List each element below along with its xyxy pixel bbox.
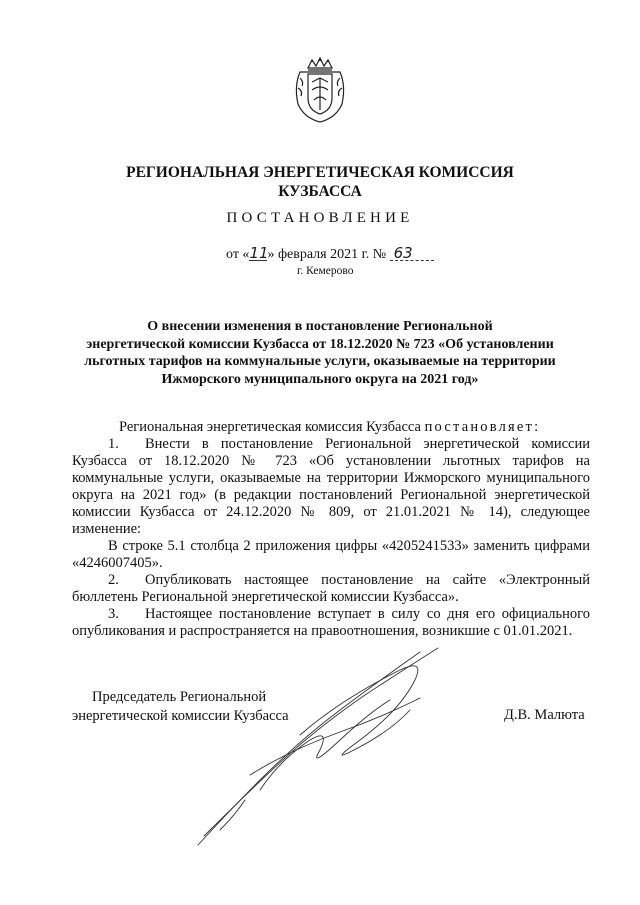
organization-line-2: КУЗБАССА [278, 183, 362, 200]
subject-line-2: энергетической комиссии Кузбасса от 18.12.2020 № 723 «Об установлении [86, 336, 554, 352]
item-2 [72, 572, 590, 606]
position-line-1: Председатель Региональной [92, 689, 267, 705]
date-line [226, 244, 434, 263]
intro-decree-word: постановляет: [424, 419, 541, 435]
item-3-text: Настоящее постановление вступает в силу со дня его официального опубликования и распространяется на правоотношения, возникшие с 01.01.2021. [72, 606, 590, 639]
document-subject [60, 318, 580, 388]
date-prefix: от « [226, 247, 250, 262]
intro-paragraph [72, 419, 590, 436]
item-1-text: Внести в постановление Региональной энергетической комиссии Кузбасса от 18.12.2020 № 723 «Об установлении льготных тарифов на коммунальные услуги, оказываемые на территории Ижморского муниципального округа на 2021 год» (в редакции постановлений Региональной энергетической комиссии Кузбасса от 24.12.2020 № 809, от 21.01.2021 № 14), следующее изменение: [72, 436, 590, 537]
handwritten-signature [190, 640, 460, 855]
item-1 [72, 436, 590, 538]
organization-line-1: РЕГИОНАЛЬНАЯ ЭНЕРГЕТИЧЕСКАЯ КОМИССИЯ [126, 164, 514, 181]
organization-title [0, 163, 640, 201]
item-1-sub: В строке 5.1 столбца 2 приложения цифры «4205241533» заменить цифрами «4246007405». [72, 538, 590, 571]
date-suffix: » февраля 2021 г. № [267, 247, 387, 262]
date-day: 11 [249, 244, 269, 262]
item-3-number: 3. [108, 606, 119, 622]
intro-text: Региональная энергетическая комиссия Кузбасса [119, 419, 421, 435]
document-body [72, 419, 590, 640]
document-number: 63 [390, 247, 434, 261]
coat-of-arms-icon [290, 56, 350, 129]
item-2-number: 2. [108, 572, 119, 588]
subject-line-4: Ижморского муниципального округа на 2021 год» [161, 371, 479, 387]
item-3 [72, 606, 590, 640]
subject-line-1: О внесении изменения в постановление Региональной [147, 319, 493, 334]
signatory-name: Д.В. Малюта [504, 707, 585, 723]
subject-line-3: льготных тарифов на коммунальные услуги, оказываемые на территории [84, 354, 556, 369]
city: г. Кемерово [297, 265, 354, 277]
document-type: ПОСТАНОВЛЕНИЕ [226, 210, 414, 226]
position-line-2: энергетической комиссии Кузбасса [72, 708, 289, 724]
item-2-text: Опубликовать настоящее постановление на сайте «Электронный бюллетень Региональной энергетической комиссии Кузбасса». [72, 572, 590, 605]
item-1-number: 1. [108, 436, 119, 452]
signatory-position [72, 688, 289, 726]
